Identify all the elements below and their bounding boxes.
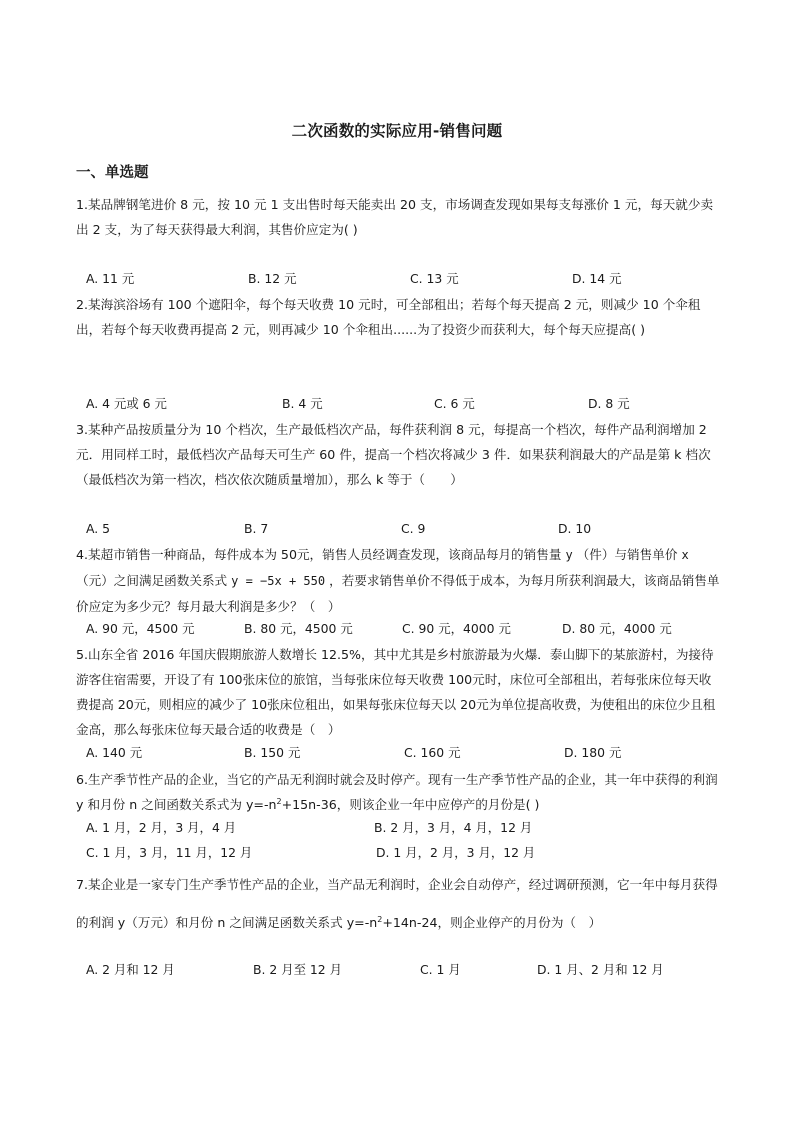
question-4-text [76, 542, 722, 619]
q4-option-d[interactable]: D. 80 元，4000 元 [562, 621, 672, 636]
question-3-text: 3.某种产品按质量分为 10 个档次，生产最低档次产品，每件获利润 8 元，每提高一个档次，每件产品利润增加 2 元．用同样工时，最低档次产品每天可生产 60 件，提高一个档次将减少 3 件．如果获利润最大的产品是第 k 档次（最低档次为第一档次，档次依次随质量增加），那么 k 等于（ ） [76, 422, 711, 487]
q1-option-d[interactable]: D. 14 元 [572, 271, 622, 286]
q4-text-post: ，若要求销售单价不得低于成本，为每月所获利润最大，该商品销售单价应定为多少元？每月最大利润是多少？（ ） [76, 573, 720, 614]
q4-text-mid1: （件）与销售单价 [572, 547, 682, 562]
q4-option-a[interactable]: A. 90 元，4500 元 [86, 621, 195, 636]
question-1 [76, 192, 722, 242]
question-3 [76, 417, 722, 492]
question-3-options [86, 519, 726, 539]
question-1-options [86, 269, 726, 289]
q4-text-mid2: （元）之间满足函数关系式 [76, 573, 232, 588]
q6-option-c[interactable]: C. 1 月，3 月，11 月，12 月 [86, 845, 253, 860]
q6-option-b[interactable]: B. 2 月，3 月，4 月，12 月 [374, 820, 533, 835]
q3-option-d[interactable]: D. 10 [558, 521, 592, 536]
q7-option-b[interactable]: B. 2 月至 12 月 [253, 962, 343, 977]
question-5-text: 5.山东全省 2016 年国庆假期旅游人数增长 12.5%，其中尤其是乡村旅游最为火爆．泰山脚下的某旅游村，为接待游客住宿需要，开设了有 100张床位的旅馆，当每张床位每天收费 100元时，床位可全部租出，若每张床位每天收费提高 20元，则相应的减少了 10张床位租出，如果每张床位每天以 20元为单位提高收费，为使租出的床位少且租金高，那么每张床位每天最合适的收费是（ ） [76, 647, 716, 737]
q6-text-post: +15n-36，则该企业一年中应停产的月份是( ) [281, 797, 540, 812]
question-4 [76, 542, 722, 619]
q6-option-d[interactable]: D. 1 月，2 月，3 月，12 月 [376, 845, 536, 860]
question-2-text: 2.某海滨浴场有 100 个遮阳伞，每个每天收费 10 元时，可全部租出；若每个每天提高 2 元，则减少 10 个伞租出，若每个每天收费再提高 2 元，则再减少 10 个伞租出......为了投资少而获利大，每个每天应提高( ) [76, 297, 701, 337]
question-5 [76, 642, 722, 742]
q6-option-a[interactable]: A. 1 月，2 月，3 月，4 月 [86, 820, 237, 835]
question-7-options [86, 960, 726, 980]
question-6-options-row2 [86, 843, 726, 863]
q4-var-x: x [681, 548, 689, 562]
question-6 [76, 767, 722, 817]
q3-option-b[interactable]: B. 7 [244, 521, 269, 536]
question-7-text [76, 866, 722, 942]
q5-option-b[interactable]: B. 150 元 [244, 745, 301, 760]
q2-option-a[interactable]: A. 4 元或 6 元 [86, 396, 167, 411]
q6-text-pre: 6.生产季节性产品的企业，当它的产品无利润时就会及时停产。现有一生产季节性产品的企业，其一年中获得的利润 y 和月份 n 之间函数关系式为 y=-n [76, 772, 718, 812]
q1-option-c[interactable]: C. 13 元 [410, 271, 459, 286]
question-6-text [76, 767, 722, 817]
q2-option-d[interactable]: D. 8 元 [588, 396, 630, 411]
question-1-text: 1.某品牌钢笔进价 8 元，按 10 元 1 支出售时每天能卖出 20 支，市场调查发现如果每支每涨价 1 元，每天就少卖出 2 支，为了每天获得最大利润，其售价应定为( ) [76, 197, 714, 237]
q5-option-d[interactable]: D. 180 元 [564, 745, 622, 760]
q3-option-a[interactable]: A. 5 [86, 521, 111, 536]
question-4-options [86, 619, 726, 639]
q7-superscript: 2 [377, 914, 383, 924]
q1-option-a[interactable]: A. 11 元 [86, 271, 135, 286]
q4-text-pre: 4.某超市销售一种商品，每件成本为 50元，销售人员经调查发现，该商品每月的销售量 [76, 547, 566, 562]
question-2 [76, 292, 722, 342]
question-5-options [86, 743, 726, 763]
q5-option-c[interactable]: C. 160 元 [404, 745, 461, 760]
q2-option-b[interactable]: B. 4 元 [282, 396, 323, 411]
question-2-options [86, 394, 726, 414]
q7-option-a[interactable]: A. 2 月和 12 月 [86, 962, 175, 977]
section-heading: 一、单选题 [76, 165, 149, 181]
q4-option-b[interactable]: B. 80 元，4500 元 [244, 621, 353, 636]
q3-option-c[interactable]: C. 9 [401, 521, 426, 536]
q2-option-c[interactable]: C. 6 元 [434, 396, 475, 411]
page-title: 二次函数的实际应用-销售问题 [291, 122, 503, 140]
q4-formula: y = −5x + 550 [231, 574, 326, 588]
q4-var-y: y [565, 548, 573, 562]
q7-option-c[interactable]: C. 1 月 [420, 962, 461, 977]
q1-option-b[interactable]: B. 12 元 [248, 271, 297, 286]
q6-superscript: 2 [276, 796, 282, 806]
q4-option-c[interactable]: C. 90 元，4000 元 [402, 621, 511, 636]
question-6-options-row1 [86, 818, 726, 838]
q7-option-d[interactable]: D. 1 月、2 月和 12 月 [537, 962, 664, 977]
q7-text-post: +14n-24，则企业停产的月份为（ ） [382, 915, 602, 930]
q5-option-a[interactable]: A. 140 元 [86, 745, 143, 760]
q7-text-pre: 7.某企业是一家专门生产季节性产品的企业，当产品无利润时，企业会自动停产，经过调研预测，它一年中每月获得的利润 y（万元）和月份 n 之间满足函数关系式 y=-n [76, 877, 718, 930]
question-7 [76, 866, 722, 942]
